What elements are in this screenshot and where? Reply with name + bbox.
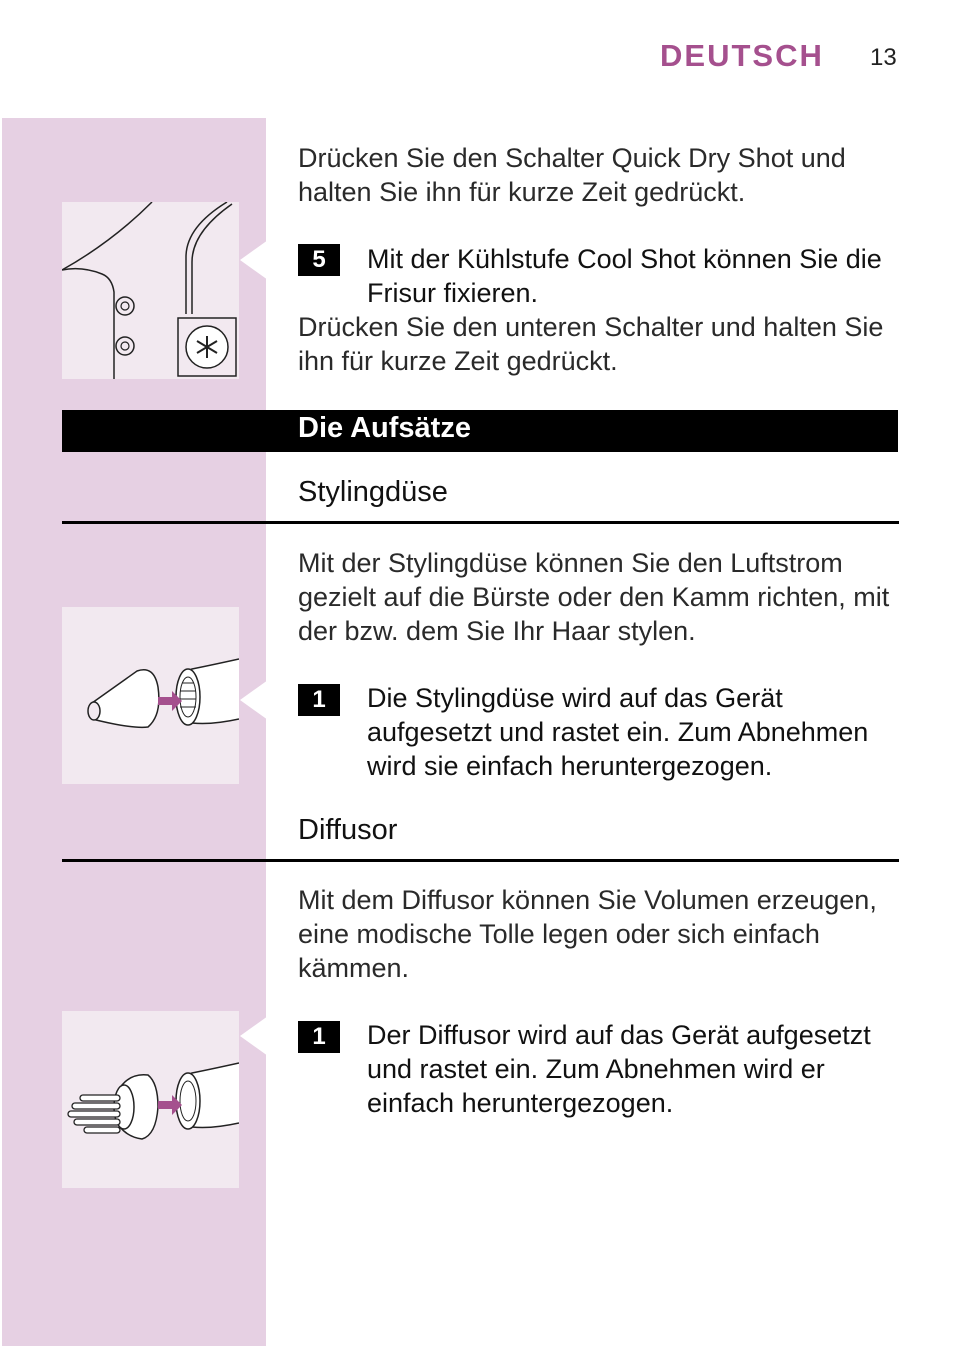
language-label: DEUTSCH — [660, 38, 824, 73]
illustration-pointer — [240, 680, 268, 720]
styling-intro: Mit der Stylingdüse können Sie den Luftstrom gezielt auf die Bürste oder den Kamm richten, mit der bzw. dem Sie Ihr Haar stylen. — [298, 548, 890, 646]
cool-shot-step: Mit der Kühlstufe Cool Shot können Sie die Frisur fixieren. — [367, 244, 882, 308]
illustration-pointer — [240, 240, 268, 280]
section-title-bar — [62, 410, 898, 452]
step-number-badge: 1 — [298, 684, 340, 716]
diffuser-illustration — [62, 1011, 239, 1188]
diffusor-intro: Mit dem Diffusor können Sie Volumen erzeugen, eine modische Tolle legen oder sich einfach kämmen. — [298, 885, 877, 983]
heading-rule — [62, 521, 899, 524]
styling-heading: Stylingdüse — [298, 476, 448, 508]
step-number-badge: 1 — [298, 1021, 340, 1053]
quick-dry-paragraph: Drücken Sie den Schalter Quick Dry Shot und halten Sie ihn für kurze Zeit gedrückt. — [298, 143, 846, 207]
styling-step: Die Stylingdüse wird auf das Gerät aufgesetzt und rastet ein. Zum Abnehmen wird sie einfach heruntergezogen. — [367, 683, 869, 781]
page-number: 13 — [870, 44, 897, 71]
styling-nozzle-illustration — [62, 607, 239, 784]
hairdryer-cool-shot-illustration — [62, 202, 239, 379]
cool-shot-paragraph: Drücken Sie den unteren Schalter und halten Sie ihn für kurze Zeit gedrückt. — [298, 312, 884, 376]
diffusor-step: Der Diffusor wird auf das Gerät aufgesetzt und rastet ein. Zum Abnehmen wird er einfach heruntergezogen. — [367, 1020, 871, 1118]
diffusor-heading: Diffusor — [298, 814, 398, 846]
step-number-badge: 5 — [298, 244, 340, 276]
illustration-pointer — [240, 1016, 268, 1056]
section-title: Die Aufsätze — [298, 412, 471, 444]
heading-rule — [62, 859, 899, 862]
